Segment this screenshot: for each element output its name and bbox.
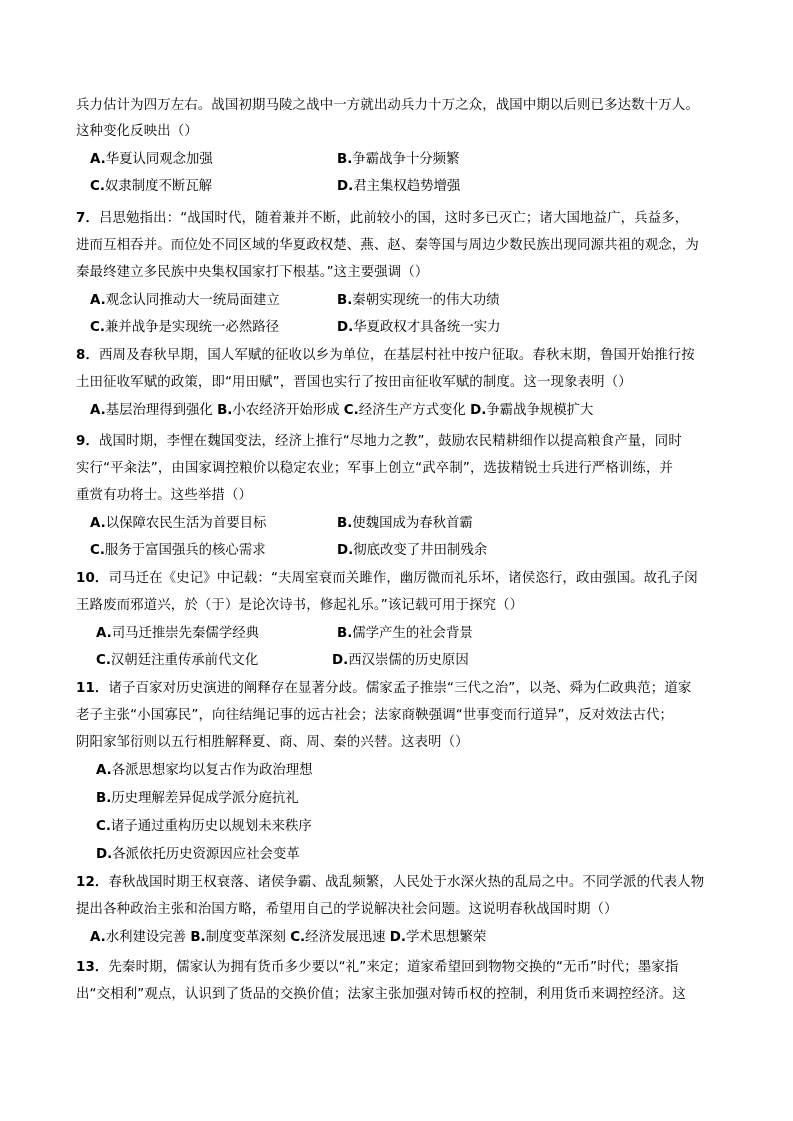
- question-text: 春秋战国时期王权衰落、诸侯争霸、战乱频繁，人民处于水深火热的乱局之中。不同学派的代表人物: [108, 875, 705, 890]
- option-text: 兼并战争是实现统一必然路径: [104, 320, 279, 335]
- option-key: D.: [337, 179, 354, 194]
- option-key: B.: [337, 626, 353, 641]
- option-key: B.: [190, 930, 206, 945]
- q12-options-row: [90, 928, 486, 948]
- option-key: A.: [90, 516, 106, 531]
- q7-option-b: [337, 291, 500, 311]
- question-text: 先秦时期，儒家认为拥有货币多少要以“礼”来定；道家希望回到物物交换的“无币”时代；墨家指: [108, 960, 679, 975]
- q9-line-3: 重赏有功将士。这些举措（）: [76, 488, 253, 503]
- option-text: 小农经济开始形成: [232, 403, 340, 418]
- q7-option-c: [90, 318, 279, 338]
- intro-option-c: [90, 177, 212, 197]
- option-key: C.: [290, 930, 306, 945]
- option-text: 华夏政权才具备统一实力: [353, 320, 501, 335]
- option-text: 君主集权趋势增强: [353, 179, 461, 194]
- q9-option-c: [90, 541, 266, 561]
- option-key: D.: [389, 930, 406, 945]
- option-text: 各派思想家均以复古作为政治理想: [111, 763, 313, 778]
- option-key: A.: [90, 403, 106, 418]
- option-text: 争霸战争规模扩大: [486, 403, 594, 418]
- option-key: B.: [96, 791, 112, 806]
- q9-line-1: [76, 432, 682, 452]
- q12-line-1: [76, 873, 704, 893]
- q11-option-d: [96, 845, 300, 865]
- intro-line-1: 兵力估计为四万左右。战国初期马陵之战中一方就出动兵力十万之众，战国中期以后则已多达数十万人。: [76, 98, 699, 113]
- option-key: B.: [337, 152, 353, 167]
- q11-option-a: [96, 761, 313, 781]
- question-number: 10．: [76, 571, 109, 586]
- q11-option-c: [96, 817, 312, 837]
- option-key: B.: [337, 293, 353, 308]
- option-key: B.: [217, 403, 233, 418]
- q7-line-3: 秦最终建立多民族中央集权国家打下根基。”这主要强调（）: [76, 265, 429, 280]
- q9-line-2: 实行“平籴法”，由国家调控粮价以稳定农业；军事上创立“武卒制”，选拔精锐士兵进行严格训练，并: [76, 461, 674, 476]
- option-key: A.: [96, 626, 112, 641]
- q9-option-a: [90, 514, 266, 534]
- option-text: 各派依托历史资源因应社会变革: [112, 847, 300, 862]
- option-text: 观念认同推动大一统局面建立: [105, 293, 280, 308]
- option-text: 水利建设完善: [105, 930, 187, 945]
- question-number: 13．: [76, 960, 109, 975]
- question-text: 诸子百家对历史演进的阐释存在显著分歧。儒家孟子推崇“三代之治”，以尧、舜为仁政典范；道家: [108, 681, 692, 696]
- q8-line-2: 土田征收军赋的政策，即“用田赋”，晋国也实行了按田亩征收军赋的制度。这一现象表明（）: [76, 375, 632, 390]
- q11-option-b: [96, 789, 299, 809]
- option-text: 奴隶制度不断瓦解: [104, 179, 213, 194]
- q11-line-2: 老子主张“小国寡民”，向往结绳记事的远古社会；法家商鞅强调“世事变而行道异”，反对效法古代；: [76, 708, 674, 723]
- option-text: 使魏国成为春秋首霸: [352, 516, 473, 531]
- q9-option-d: [337, 541, 487, 561]
- option-text: 基层治理得到强化: [105, 403, 213, 418]
- intro-option-d: [337, 177, 460, 197]
- option-key: A.: [90, 152, 106, 167]
- q7-option-a: [90, 291, 280, 311]
- option-text: 诸子通过重构历史以规划未来秩序: [110, 819, 312, 834]
- q7-line-1: [76, 209, 688, 229]
- option-text: 华夏认同观念加强: [105, 152, 213, 167]
- option-key: D.: [337, 320, 354, 335]
- q10-option-c: [96, 651, 258, 671]
- option-text: 儒学产生的社会背景: [352, 626, 473, 641]
- question-number: 11．: [76, 681, 109, 696]
- q8-line-1: [76, 346, 695, 366]
- question-text: 战国时期，李悝在魏国变法，经济上推行“尽地力之教”，鼓励农民精耕细作以提高粮食产量，同时: [99, 434, 682, 449]
- option-text: 学术思想繁荣: [405, 930, 487, 945]
- question-text: 司马迁在《史记》中记载：“夫周室衰而关雎作，幽厉微而礼乐坏，诸侯恣行，政由强国。故孔子闵: [108, 571, 698, 586]
- intro-line-2: 这种变化反映出（）: [76, 124, 198, 139]
- option-key: C.: [96, 819, 111, 834]
- option-key: A.: [90, 930, 106, 945]
- option-text: 制度变革深刻: [205, 930, 286, 945]
- q12-line-2: 提出各种政治主张和治国方略，希望用自己的学说解决社会问题。这说明春秋战国时期（）: [76, 902, 618, 917]
- option-text: 经济生产方式变化: [358, 403, 466, 418]
- q13-line-2: 出“交相利”观点，认识到了货品的交换价值；法家主张加强对铸币权的控制，利用货币来调控经济。这: [76, 987, 686, 1002]
- question-number: 12．: [76, 875, 109, 890]
- q10-option-b: [337, 624, 473, 644]
- q8-options-row: [90, 401, 593, 421]
- intro-option-b: [337, 150, 459, 170]
- q11-line-3: 阴阳家邹衍则以五行相胜解释夏、商、周、秦的兴替。这表明（）: [76, 735, 469, 750]
- option-key: A.: [90, 293, 106, 308]
- option-key: C.: [343, 403, 359, 418]
- option-text: 西汉崇儒的历史原因: [348, 653, 469, 668]
- q7-line-2: 进而互相吞并。而位处不同区域的华夏政权楚、燕、赵、秦等国与周边少数民族出现同源共祖的观念，为: [76, 238, 699, 253]
- option-text: 经济发展迅速: [305, 930, 386, 945]
- option-key: B.: [337, 516, 353, 531]
- option-text: 汉朝廷注重传承前代文化: [110, 653, 259, 668]
- option-key: C.: [90, 179, 105, 194]
- q10-line-1: [76, 569, 698, 589]
- question-number: 7．: [76, 211, 100, 226]
- q13-line-1: [76, 958, 678, 978]
- question-text: 吕思勉指出：“战国时代，随着兼并不断，此前较小的国，这时多已灭亡；诸大国地益广，兵益多，: [99, 211, 689, 226]
- q9-option-b: [337, 514, 473, 534]
- option-key: C.: [90, 543, 105, 558]
- option-key: C.: [90, 320, 105, 335]
- option-key: D.: [332, 653, 349, 668]
- option-key: D.: [470, 403, 487, 418]
- q10-option-a: [96, 624, 259, 644]
- option-text: 彻底改变了井田制残余: [353, 543, 488, 558]
- q10-line-2: 王路废而邪道兴，於（于）是论次诗书，修起礼乐。”该记载可用于探究（）: [76, 598, 524, 613]
- option-key: C.: [96, 653, 111, 668]
- option-text: 争霸战争十分频繁: [352, 152, 460, 167]
- q10-option-d: [332, 651, 469, 671]
- option-text: 服务于富国强兵的核心需求: [104, 543, 266, 558]
- option-text: 以保障农民生活为首要目标: [105, 516, 267, 531]
- question-text: 西周及春秋早期，国人军赋的征收以乡为单位，在基层村社中按户征取。春秋末期，鲁国开始推行按: [99, 348, 695, 363]
- option-key: A.: [96, 763, 112, 778]
- q11-line-1: [76, 679, 691, 699]
- intro-option-a: [90, 150, 213, 170]
- option-key: D.: [337, 543, 354, 558]
- option-text: 秦朝实现统一的伟大功绩: [352, 293, 500, 308]
- q7-option-d: [337, 318, 501, 338]
- option-text: 历史理解差异促成学派分庭抗礼: [111, 791, 299, 806]
- question-number: 9．: [76, 434, 100, 449]
- option-text: 司马迁推崇先秦儒学经典: [111, 626, 259, 641]
- option-key: D.: [96, 847, 113, 862]
- question-number: 8．: [76, 348, 100, 363]
